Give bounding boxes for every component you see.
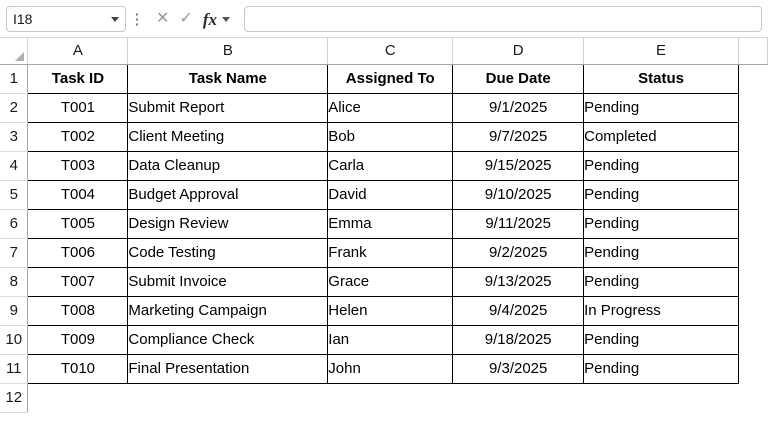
row-header-8[interactable]: 8	[0, 267, 28, 296]
sheet-table	[0, 38, 768, 413]
cell-d4[interactable]: 9/15/2025	[453, 151, 584, 180]
cell-f11[interactable]	[738, 354, 767, 383]
cell-f12[interactable]	[738, 383, 767, 412]
cell-a1[interactable]: Task ID	[28, 64, 128, 93]
cell-d6[interactable]: 9/11/2025	[453, 209, 584, 238]
formula-bar-buttons	[148, 11, 238, 28]
cell-e3[interactable]: Completed	[584, 122, 739, 151]
cell-d8[interactable]: 9/13/2025	[453, 267, 584, 296]
table-row	[0, 267, 768, 296]
table-row	[0, 93, 768, 122]
cell-f2[interactable]	[738, 93, 767, 122]
formula-bar	[0, 0, 768, 38]
cell-b9[interactable]: Marketing Campaign	[128, 296, 328, 325]
cell-d1[interactable]: Due Date	[453, 64, 584, 93]
cell-b5[interactable]: Budget Approval	[128, 180, 328, 209]
cell-f6[interactable]	[738, 209, 767, 238]
cell-a12[interactable]	[28, 383, 128, 412]
cell-c4[interactable]: Carla	[328, 151, 453, 180]
spreadsheet-grid[interactable]	[0, 38, 768, 429]
cell-f4[interactable]	[738, 151, 767, 180]
cell-d3[interactable]: 9/7/2025	[453, 122, 584, 151]
row-header-3[interactable]: 3	[0, 122, 28, 151]
row-header-1[interactable]: 1	[0, 64, 28, 93]
insert-function-button[interactable]	[203, 11, 230, 28]
column-header-f[interactable]	[738, 38, 767, 64]
cell-e10[interactable]: Pending	[584, 325, 739, 354]
cell-d12[interactable]	[453, 383, 584, 412]
cell-f3[interactable]	[738, 122, 767, 151]
cell-a9[interactable]: T008	[28, 296, 128, 325]
row-header-7[interactable]: 7	[0, 238, 28, 267]
cell-f7[interactable]	[738, 238, 767, 267]
cell-c2[interactable]: Alice	[328, 93, 453, 122]
table-row	[0, 180, 768, 209]
table-row	[0, 354, 768, 383]
cell-e8[interactable]: Pending	[584, 267, 739, 296]
row-header-5[interactable]: 5	[0, 180, 28, 209]
more-options-icon[interactable]: ⋮	[129, 10, 145, 28]
row-header-2[interactable]: 2	[0, 93, 28, 122]
cell-e12[interactable]	[584, 383, 739, 412]
cell-b8[interactable]: Submit Invoice	[128, 267, 328, 296]
cell-a8[interactable]: T007	[28, 267, 128, 296]
column-header-e[interactable]: E	[584, 38, 739, 64]
cell-b10[interactable]: Compliance Check	[128, 325, 328, 354]
table-row	[0, 296, 768, 325]
cell-a2[interactable]: T001	[28, 93, 128, 122]
cell-b6[interactable]: Design Review	[128, 209, 328, 238]
row-header-12[interactable]: 12	[0, 383, 28, 412]
cell-a11[interactable]: T010	[28, 354, 128, 383]
cell-f5[interactable]	[738, 180, 767, 209]
table-row	[0, 238, 768, 267]
cell-a6[interactable]: T005	[28, 209, 128, 238]
formula-input[interactable]	[244, 6, 762, 32]
cell-e9[interactable]: In Progress	[584, 296, 739, 325]
cell-c1[interactable]: Assigned To	[328, 64, 453, 93]
cell-b12[interactable]	[128, 383, 328, 412]
function-icon: fx	[202, 9, 217, 29]
cell-a7[interactable]: T006	[28, 238, 128, 267]
cell-d11[interactable]: 9/3/2025	[453, 354, 584, 383]
cell-b7[interactable]: Code Testing	[128, 238, 328, 267]
column-header-row	[0, 38, 768, 64]
cell-b3[interactable]: Client Meeting	[128, 122, 328, 151]
cell-c5[interactable]: David	[328, 180, 453, 209]
table-row	[0, 64, 768, 93]
cell-c6[interactable]: Emma	[328, 209, 453, 238]
cell-e11[interactable]: Pending	[584, 354, 739, 383]
cell-e6[interactable]: Pending	[584, 209, 739, 238]
cell-c12[interactable]	[328, 383, 453, 412]
table-row	[0, 383, 768, 412]
row-header-6[interactable]: 6	[0, 209, 28, 238]
cell-c11[interactable]: John	[328, 354, 453, 383]
cell-a10[interactable]: T009	[28, 325, 128, 354]
cell-d5[interactable]: 9/10/2025	[453, 180, 584, 209]
cell-e1[interactable]: Status	[584, 64, 739, 93]
cell-a5[interactable]: T004	[28, 180, 128, 209]
chevron-down-icon[interactable]	[111, 17, 119, 22]
corner-triangle-icon	[15, 52, 24, 61]
name-box[interactable]	[6, 6, 126, 32]
cell-c8[interactable]: Grace	[328, 267, 453, 296]
cancel-icon[interactable]: ✕	[156, 10, 170, 27]
cell-b1[interactable]: Task Name	[128, 64, 328, 93]
table-row	[0, 209, 768, 238]
column-header-a[interactable]: A	[28, 38, 128, 64]
cell-a3[interactable]: T002	[28, 122, 128, 151]
cell-d2[interactable]: 9/1/2025	[453, 93, 584, 122]
confirm-icon[interactable]: ✓	[179, 10, 193, 27]
cell-d9[interactable]: 9/4/2025	[453, 296, 584, 325]
column-header-b[interactable]: B	[128, 38, 328, 64]
column-header-c[interactable]: C	[328, 38, 453, 64]
cell-e7[interactable]: Pending	[584, 238, 739, 267]
cell-f1[interactable]	[738, 64, 767, 93]
cell-d10[interactable]: 9/18/2025	[453, 325, 584, 354]
cell-c10[interactable]: Ian	[328, 325, 453, 354]
cell-c7[interactable]: Frank	[328, 238, 453, 267]
row-header-9[interactable]: 9	[0, 296, 28, 325]
cell-d7[interactable]: 9/2/2025	[453, 238, 584, 267]
row-header-10[interactable]: 10	[0, 325, 28, 354]
name-box-value: I18	[13, 11, 33, 27]
cell-e4[interactable]: Pending	[584, 151, 739, 180]
cell-b2[interactable]: Submit Report	[128, 93, 328, 122]
cell-e5[interactable]: Pending	[584, 180, 739, 209]
row-header-4[interactable]: 4	[0, 151, 28, 180]
chevron-down-icon[interactable]	[222, 17, 230, 22]
cell-e2[interactable]: Pending	[584, 93, 739, 122]
column-header-d[interactable]: D	[453, 38, 584, 64]
cell-b11[interactable]: Final Presentation	[128, 354, 328, 383]
table-row	[0, 325, 768, 354]
table-row	[0, 122, 768, 151]
cell-f9[interactable]	[738, 296, 767, 325]
row-header-11[interactable]: 11	[0, 354, 28, 383]
select-all-corner[interactable]	[0, 38, 28, 64]
cell-c9[interactable]: Helen	[328, 296, 453, 325]
cell-b4[interactable]: Data Cleanup	[128, 151, 328, 180]
cell-f10[interactable]	[738, 325, 767, 354]
cell-c3[interactable]: Bob	[328, 122, 453, 151]
cell-a4[interactable]: T003	[28, 151, 128, 180]
cell-f8[interactable]	[738, 267, 767, 296]
table-row	[0, 151, 768, 180]
